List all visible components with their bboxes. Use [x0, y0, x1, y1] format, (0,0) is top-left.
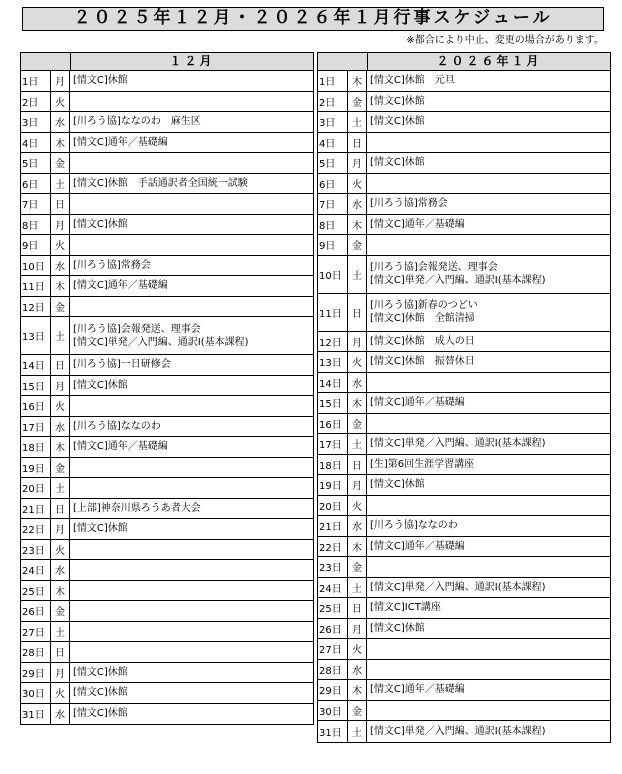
event-text: [情文C]休館 — [370, 622, 425, 634]
day-of-week: 月 — [51, 71, 70, 91]
day-of-week: 金 — [51, 297, 70, 317]
event-cell — [70, 519, 313, 539]
table-row — [21, 235, 313, 256]
event-text: [川ろう協]ななのわ — [73, 420, 161, 432]
event-text: [情文C]休館 全館清掃 — [370, 313, 475, 324]
event-cell — [367, 721, 610, 742]
table-row — [318, 496, 610, 517]
event-cell — [367, 174, 610, 194]
event-cell — [70, 317, 313, 354]
event-cell — [70, 92, 313, 112]
day-date: 13日 — [318, 352, 348, 372]
event-text: [情文C]単発／入門編、通訳Ⅰ(基本課程) — [370, 581, 546, 593]
event-cell — [367, 496, 610, 516]
day-of-week: 月 — [348, 475, 367, 495]
event-cell — [70, 683, 313, 703]
event-cell — [367, 92, 610, 112]
table-row — [318, 721, 610, 742]
event-cell — [367, 235, 610, 255]
table-row — [318, 71, 610, 92]
event-cell — [367, 619, 610, 639]
day-date: 28日 — [21, 642, 51, 662]
day-of-week: 木 — [51, 133, 70, 153]
table-row — [318, 332, 610, 353]
table-row — [21, 581, 313, 602]
day-date: 31日 — [318, 721, 348, 742]
day-date: 7日 — [21, 194, 51, 214]
day-of-week: 水 — [348, 373, 367, 393]
event-text: [情文C]休館 — [73, 75, 128, 87]
event-text: [情文C]単発／入門編、通訳Ⅰ(基本課程) — [370, 275, 546, 286]
event-cell — [367, 194, 610, 214]
table-row — [318, 639, 610, 660]
day-of-week: 木 — [348, 680, 367, 700]
table-row — [318, 256, 610, 294]
day-date: 17日 — [318, 434, 348, 454]
day-of-week: 火 — [348, 352, 367, 372]
day-date: 23日 — [21, 540, 51, 560]
table-row — [21, 194, 313, 215]
day-date: 10日 — [21, 256, 51, 276]
day-date: 24日 — [318, 578, 348, 598]
day-of-week: 土 — [348, 434, 367, 454]
day-of-week: 月 — [51, 519, 70, 539]
event-text: [情文C]単発／入門編、通訳Ⅰ(基本課程) — [370, 725, 546, 737]
month-header-label: ２０２６年１月 — [436, 54, 542, 68]
event-text: [川ろう協]ななのわ — [370, 520, 458, 532]
event-cell — [367, 475, 610, 495]
event-text: [情文C]休館 — [73, 379, 128, 391]
day-of-week: 土 — [51, 622, 70, 642]
table-row — [318, 133, 610, 154]
table-row — [318, 680, 610, 701]
day-of-week: 火 — [51, 540, 70, 560]
day-of-week: 月 — [348, 619, 367, 639]
event-cell — [367, 434, 610, 454]
event-text: [情文C]通年／基礎編 — [73, 136, 168, 148]
event-text: [情文C]休館 — [370, 95, 425, 107]
table-row — [318, 475, 610, 496]
day-of-week: 土 — [348, 112, 367, 132]
day-date: 23日 — [318, 557, 348, 577]
day-of-week: 金 — [51, 601, 70, 621]
table-row — [21, 622, 313, 643]
event-cell — [367, 701, 610, 721]
event-cell — [367, 373, 610, 393]
day-date: 30日 — [318, 701, 348, 721]
day-date: 14日 — [21, 355, 51, 375]
day-of-week: 土 — [348, 721, 367, 742]
event-cell — [70, 215, 313, 235]
event-cell — [70, 133, 313, 153]
event-cell — [70, 704, 313, 725]
event-cell — [70, 276, 313, 296]
month-header — [318, 53, 610, 71]
event-cell — [70, 174, 313, 194]
day-date: 8日 — [21, 215, 51, 235]
table-row — [318, 153, 610, 174]
event-text: [情文C]ICT講座 — [370, 602, 441, 614]
table-row — [21, 215, 313, 236]
day-date: 27日 — [21, 622, 51, 642]
table-row — [21, 297, 313, 318]
table-row — [21, 478, 313, 499]
event-cell — [70, 112, 313, 132]
day-of-week: 水 — [51, 417, 70, 437]
day-of-week: 金 — [51, 458, 70, 478]
table-row — [21, 396, 313, 417]
event-cell — [70, 581, 313, 601]
table-row — [318, 557, 610, 578]
event-cell — [367, 639, 610, 659]
table-row — [318, 701, 610, 722]
table-row — [318, 92, 610, 113]
table-row — [318, 174, 610, 195]
event-cell — [70, 256, 313, 276]
day-date: 3日 — [318, 112, 348, 132]
day-date: 27日 — [318, 639, 348, 659]
day-date: 11日 — [21, 276, 51, 296]
table-row — [318, 619, 610, 640]
day-date: 18日 — [21, 437, 51, 457]
day-date: 7日 — [318, 194, 348, 214]
day-date: 6日 — [21, 174, 51, 194]
month-header — [21, 53, 313, 71]
december-schedule-table — [20, 52, 314, 725]
day-date: 4日 — [318, 133, 348, 153]
day-of-week: 日 — [348, 294, 367, 331]
event-cell — [70, 622, 313, 642]
day-of-week: 日 — [348, 598, 367, 618]
event-cell — [70, 601, 313, 621]
table-row — [318, 598, 610, 619]
event-cell — [70, 560, 313, 580]
day-of-week: 木 — [348, 393, 367, 413]
table-row — [318, 112, 610, 133]
day-of-week: 木 — [51, 276, 70, 296]
day-date: 16日 — [318, 414, 348, 434]
day-of-week: 火 — [51, 235, 70, 255]
january-rows — [318, 71, 610, 742]
table-row — [21, 355, 313, 376]
event-cell — [70, 458, 313, 478]
event-text: [情文C]休館 — [73, 687, 128, 699]
event-text: [情文C]通年／基礎編 — [370, 397, 465, 409]
table-row — [21, 437, 313, 458]
table-row — [21, 317, 313, 355]
day-of-week: 火 — [51, 683, 70, 703]
event-cell — [70, 642, 313, 662]
day-of-week: 日 — [51, 194, 70, 214]
event-text: [情文C]単発／入門編、通訳Ⅰ(基本課程) — [73, 336, 249, 348]
event-text: [川ろう協]新春のつどい — [370, 300, 478, 311]
event-text: [川ろう協]常務会 — [73, 259, 151, 271]
day-date: 28日 — [318, 660, 348, 680]
event-cell — [70, 396, 313, 416]
event-cell — [70, 540, 313, 560]
event-cell — [70, 194, 313, 214]
day-date: 1日 — [21, 71, 51, 91]
day-of-week: 日 — [348, 133, 367, 153]
event-text: [情文C]休館 — [73, 218, 128, 230]
event-cell — [367, 71, 610, 91]
event-text: [情文C]休館 元旦 — [370, 75, 455, 87]
table-row — [21, 663, 313, 684]
day-date: 26日 — [318, 619, 348, 639]
day-date: 5日 — [318, 153, 348, 173]
table-row — [318, 578, 610, 599]
day-of-week: 火 — [348, 174, 367, 194]
day-of-week: 日 — [348, 455, 367, 475]
event-cell — [70, 663, 313, 683]
event-text: [情文C]休館 — [73, 666, 128, 678]
day-date: 9日 — [21, 235, 51, 255]
day-of-week: 木 — [348, 537, 367, 557]
table-row — [21, 153, 313, 174]
event-cell — [70, 71, 313, 91]
day-date: 29日 — [21, 663, 51, 683]
day-date: 29日 — [318, 680, 348, 700]
day-date: 15日 — [318, 393, 348, 413]
day-date: 10日 — [318, 256, 348, 293]
table-row — [318, 660, 610, 681]
day-date: 20日 — [318, 496, 348, 516]
day-of-week: 水 — [51, 256, 70, 276]
day-of-week: 月 — [51, 663, 70, 683]
table-row — [21, 417, 313, 438]
event-text: [情文C]休館 成人の日 — [370, 335, 475, 347]
day-of-week: 月 — [348, 332, 367, 352]
table-row — [318, 434, 610, 455]
table-row — [318, 373, 610, 394]
event-text: [上部]神奈川県ろうあ者大会 — [73, 502, 201, 514]
table-row — [21, 112, 313, 133]
table-row — [21, 499, 313, 520]
event-text: [情文C]通年／基礎編 — [73, 280, 168, 292]
day-date: 26日 — [21, 601, 51, 621]
day-date: 19日 — [21, 458, 51, 478]
event-cell — [70, 355, 313, 375]
day-of-week: 土 — [348, 256, 367, 293]
event-cell — [367, 537, 610, 557]
table-row — [318, 455, 610, 476]
event-cell — [367, 332, 610, 352]
day-date: 20日 — [21, 478, 51, 498]
event-cell — [367, 598, 610, 618]
event-cell — [70, 499, 313, 519]
table-row — [21, 540, 313, 561]
day-date: 12日 — [21, 297, 51, 317]
day-of-week: 金 — [348, 92, 367, 112]
december-rows — [21, 71, 313, 724]
day-of-week: 水 — [51, 112, 70, 132]
event-cell — [70, 235, 313, 255]
event-text: [川ろう協]会報発送、理事会 — [73, 323, 201, 335]
day-date: 2日 — [21, 92, 51, 112]
day-date: 21日 — [318, 516, 348, 536]
day-of-week: 月 — [348, 153, 367, 173]
table-row — [21, 601, 313, 622]
day-of-week: 水 — [51, 560, 70, 580]
event-cell — [70, 153, 313, 173]
event-cell — [367, 557, 610, 577]
day-date: 5日 — [21, 153, 51, 173]
table-row — [21, 71, 313, 92]
day-of-week: 日 — [51, 355, 70, 375]
event-text: [情文C]通年／基礎編 — [370, 684, 465, 696]
event-text: [情文C]通年／基礎編 — [370, 540, 465, 552]
day-of-week: 水 — [348, 516, 367, 536]
event-cell — [367, 393, 610, 413]
day-of-week: 木 — [51, 437, 70, 457]
table-row — [318, 235, 610, 256]
day-of-week: 木 — [348, 215, 367, 235]
day-date: 31日 — [21, 704, 51, 725]
event-text: [情文C]休館 振替休日 — [370, 356, 475, 368]
table-row — [21, 174, 313, 195]
table-row — [318, 352, 610, 373]
event-cell — [70, 437, 313, 457]
day-date: 4日 — [21, 133, 51, 153]
event-text: [情文C]通年／基礎編 — [73, 441, 168, 453]
day-of-week: 金 — [348, 414, 367, 434]
event-text: [情文C]休館 手話通訳者全国統一試験 — [73, 177, 248, 189]
event-text: [情文C]通年／基礎編 — [370, 218, 465, 230]
day-of-week: 月 — [51, 376, 70, 396]
day-date: 16日 — [21, 396, 51, 416]
table-row — [21, 133, 313, 154]
table-row — [318, 537, 610, 558]
event-cell — [367, 578, 610, 598]
table-row — [21, 276, 313, 297]
day-date: 24日 — [21, 560, 51, 580]
day-date: 19日 — [318, 475, 348, 495]
day-date: 3日 — [21, 112, 51, 132]
event-cell — [70, 376, 313, 396]
event-cell — [367, 352, 610, 372]
day-of-week: 金 — [348, 557, 367, 577]
table-row — [318, 414, 610, 435]
event-cell — [367, 112, 610, 132]
page-title: ２０２５年１２月・２０２６年１月行事スケジュール — [22, 7, 604, 31]
day-date: 17日 — [21, 417, 51, 437]
table-row — [21, 560, 313, 581]
table-row — [318, 294, 610, 332]
day-date: 21日 — [21, 499, 51, 519]
month-header-label: １２月 — [169, 54, 215, 68]
day-of-week: 土 — [51, 317, 70, 354]
day-date: 22日 — [318, 537, 348, 557]
event-cell — [367, 455, 610, 475]
event-cell — [367, 680, 610, 700]
table-row — [21, 256, 313, 277]
event-text: [情文C]休館 — [73, 523, 128, 535]
event-text: [川ろう協]会報発送、理事会 — [370, 262, 498, 273]
day-date: 15日 — [21, 376, 51, 396]
table-row — [21, 704, 313, 725]
day-date: 25日 — [318, 598, 348, 618]
day-of-week: 土 — [348, 578, 367, 598]
table-row — [21, 376, 313, 397]
event-cell — [367, 153, 610, 173]
day-of-week: 水 — [348, 194, 367, 214]
schedule-note: ※都合により中止、変更の場合があります。 — [406, 35, 604, 46]
event-text: [情文C]休館 — [73, 708, 128, 720]
day-of-week: 土 — [51, 174, 70, 194]
event-cell — [367, 516, 610, 536]
day-of-week: 火 — [348, 639, 367, 659]
day-date: 11日 — [318, 294, 348, 331]
day-date: 22日 — [21, 519, 51, 539]
day-date: 9日 — [318, 235, 348, 255]
day-of-week: 火 — [51, 396, 70, 416]
event-text: [情文C]単発／入門編、通訳Ⅰ(基本課程) — [370, 438, 546, 450]
event-cell — [70, 417, 313, 437]
day-date: 1日 — [318, 71, 348, 91]
day-date: 18日 — [318, 455, 348, 475]
event-text: [情文C]休館 — [370, 479, 425, 491]
event-cell — [367, 133, 610, 153]
event-text: [川ろう協]一日研修会 — [73, 359, 171, 371]
day-of-week: 水 — [348, 660, 367, 680]
day-date: 30日 — [21, 683, 51, 703]
event-text: [情文C]休館 — [370, 157, 425, 169]
day-date: 25日 — [21, 581, 51, 601]
day-of-week: 金 — [348, 235, 367, 255]
day-date: 13日 — [21, 317, 51, 354]
table-row — [21, 458, 313, 479]
event-cell — [367, 414, 610, 434]
table-row — [318, 393, 610, 414]
table-row — [21, 683, 313, 704]
day-date: 14日 — [318, 373, 348, 393]
table-row — [318, 194, 610, 215]
table-row — [318, 516, 610, 537]
day-of-week: 金 — [51, 153, 70, 173]
event-text: [生]第6回生涯学習講座 — [370, 458, 475, 470]
event-text: [川ろう協]ななのわ 麻生区 — [73, 116, 201, 128]
table-row — [318, 215, 610, 236]
day-date: 12日 — [318, 332, 348, 352]
day-of-week: 日 — [51, 642, 70, 662]
event-text: [情文C]休館 — [370, 116, 425, 128]
day-date: 8日 — [318, 215, 348, 235]
day-of-week: 水 — [51, 704, 70, 725]
table-row — [21, 642, 313, 663]
day-of-week: 木 — [348, 71, 367, 91]
day-of-week: 月 — [51, 215, 70, 235]
day-of-week: 金 — [348, 701, 367, 721]
event-cell — [70, 478, 313, 498]
day-of-week: 火 — [51, 92, 70, 112]
day-of-week: 火 — [348, 496, 367, 516]
day-of-week: 木 — [51, 581, 70, 601]
event-cell — [367, 215, 610, 235]
event-cell — [367, 294, 610, 331]
january-schedule-table — [317, 52, 611, 743]
table-row — [21, 519, 313, 540]
day-of-week: 日 — [51, 499, 70, 519]
table-row — [21, 92, 313, 113]
day-of-week: 土 — [51, 478, 70, 498]
event-cell — [70, 297, 313, 317]
day-date: 6日 — [318, 174, 348, 194]
day-date: 2日 — [318, 92, 348, 112]
event-cell — [367, 660, 610, 680]
event-cell — [367, 256, 610, 293]
event-text: [川ろう協]常務会 — [370, 198, 448, 210]
